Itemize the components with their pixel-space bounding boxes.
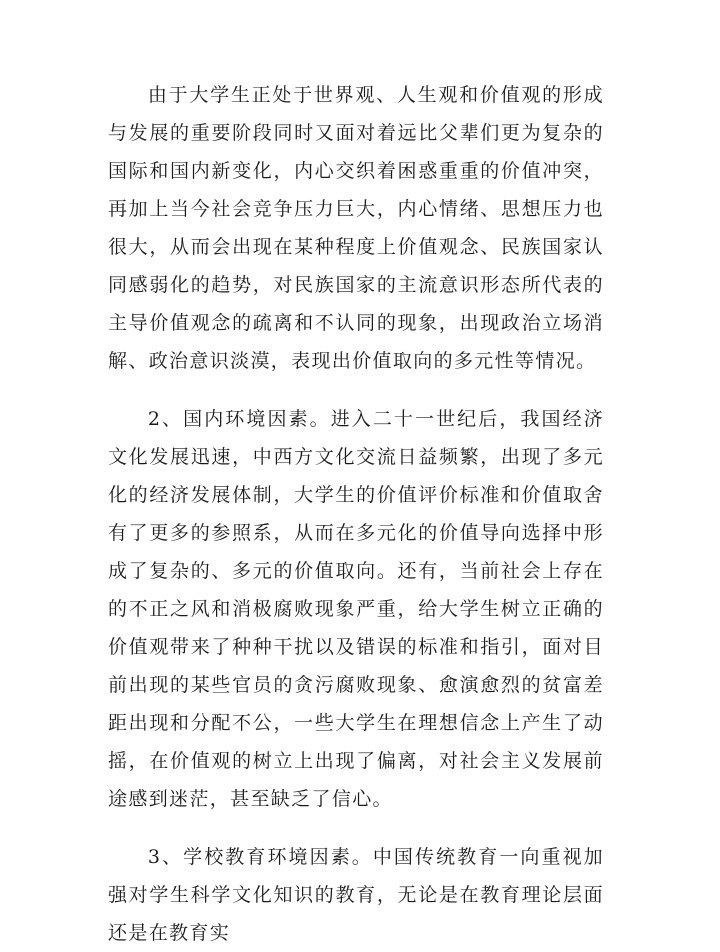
- paragraph-3: 3、学校教育环境因素。中国传统教育一向重视加强对学生科学文化知识的教育，无论是在教育理论层面还是在教育实: [108, 846, 604, 944]
- paragraph-1: 由于大学生正处于世界观、人生观和价值观的形成与发展的重要阶段同时又面对着远比父辈们更为复杂的国际和国内新变化，内心交织着困惑重重的价值冲突，再加上当今社会竞争压力巨大，内心情绪、思想压力也很大，从而会出现在某种程度上价值观念、民族国家认同感弱化的趋势，对民族国家的主流意识形态所代表的主导价值观念的疏离和不认同的现象，出现政治立场消解、政治意识淡漠，表现出价值取向的多元性等情况。: [108, 84, 604, 372]
- paragraph-2: 2、国内环境因素。进入二十一世纪后，我国经济文化发展迅速，中西方文化交流日益频繁，出现了多元化的经济发展体制，大学生的价值评价标准和价值取舍有了更多的参照系，从而在多元化的价值导向选择中形成了复杂的、多元的价值取向。还有，当前社会上存在的不正之风和消极腐败现象严重，给大学生树立正确的价值观带来了种种干扰以及错误的标准和指引，面对目前出现的某些官员的贪污腐败现象、愈演愈烈的贫富差距出现和分配不公，一些大学生在理想信念上产生了动摇，在价值观的树立上出现了偏离，对社会主义发展前途感到迷茫，甚至缺乏了信心。: [108, 408, 604, 810]
- document-page: [108, 76, 604, 952]
